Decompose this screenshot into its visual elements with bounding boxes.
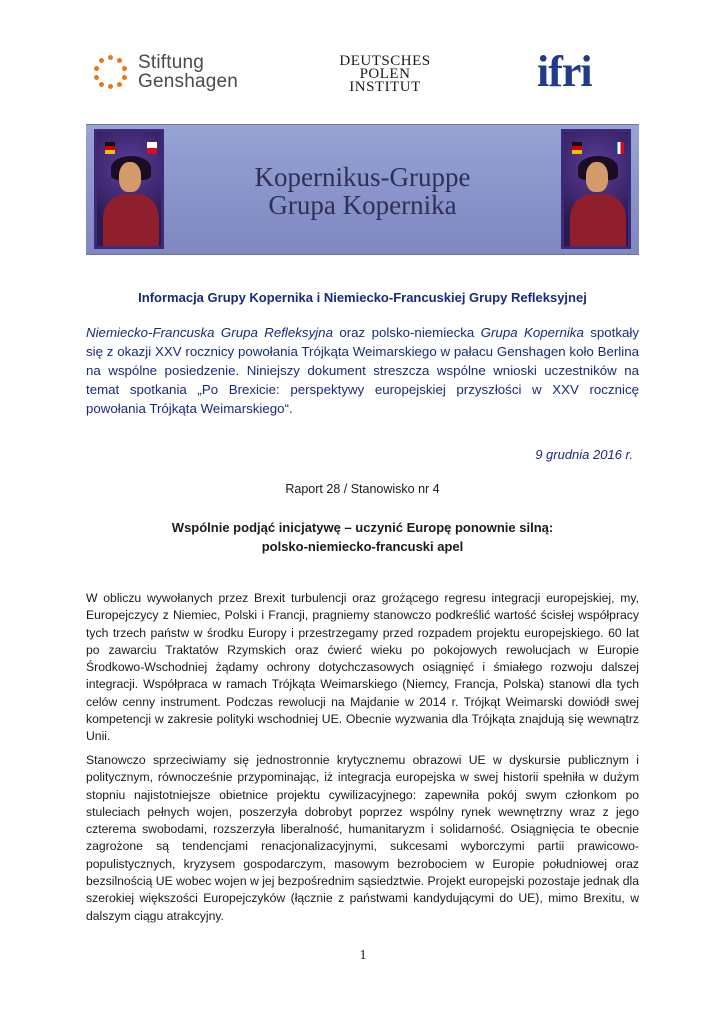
dpi-logo-line3: INSTITUT xyxy=(349,79,421,95)
copernicus-portrait-right xyxy=(561,129,631,249)
stiftung-logo-line2: Genshagen xyxy=(138,71,239,92)
stiftung-logo-line1: Stiftung xyxy=(138,52,205,73)
body-paragraph-2: Stanowczo sprzeciwiamy się jednostronnie krytycznemu obrazowi UE w dyskursie publicznym i politycznym, równocześnie przypominając, iż integracja europejska w swej historii spełniła w dużym stopniu najistotniejsze obietnice projektu cywilizacyjnego: zapewniła pokój swym członkom po stuleciach pełnych wojen, poszerzyła dobrobyt poprzez wspólny rynek wewnętrzny wraz z jego czterema swobodami, rozszerzyła liberalność, humanitaryzm i solidarność. Osiągnięcia te obecnie zagrożone są tendencjami renacjonalizacyjnymi, sukcesami wyborczymi partii prawicowo-populistycznych, kryzysem gospodarczym, masowym bezrobociem w Europie południowej oraz bezsilnością UE wobec wojen w jej bezpośrednim sąsiedztwie. Projekt europejski pozostaje jednak dla szerokiej większości Europejczyków (łącznie z państwami kandydującymi do UE), mimo Brexitu, w dalszym ciągu atrakcyjny. xyxy=(86,753,639,923)
report-label: Raport 28 / Stanowisko nr 4 xyxy=(285,482,440,496)
deutsches-polen-institut-logo xyxy=(330,55,440,94)
intro-text-2: spotkały się z okazji XXV rocznicy powołania Trójkąta Weimarskiego w pałacu Genshagen koło Berlina na wspólne posiedzenie. Niniejszy dokument streszcza wspólne wnioski uczestników na temat spotkania „Po Brexicie: perspektywy europejskiej przyszłości w XXV rocznicę powołania Trójkąta Weimarskiego“. xyxy=(86,325,639,416)
copernicus-portrait-left xyxy=(94,129,164,249)
body-paragraph-1: W obliczu wywołanych przez Brexit turbulencji oraz grożącego regresu integracji europejskiej, my, Europejczycy z Niemiec, Polski i Francji, pragniemy stanowczo podkreślić wartość ścisłej współpracy tych trzech państw w środku Europy i przestrzegamy przed rozpadem projektu europejskiego. 60 lat po zawarciu Traktatów Rzymskich oraz ćwierć wieku po pokojowych rewolucjach w Europie Środkowo-Wschodniej żądamy ochrony dotychczasowych osiągnięć i śmiałego rozwoju dalszej integracji. Współpraca w ramach Trójkąta Weimarskiego (Niemcy, Francja, Polska) stanowi dla tych celów cenny instrument. Podczas rewolucji na Majdanie w 2014 r. Trójkąt Weimarski dowiódł swej kompetencji w zakresie polityki wschodniej UE. Obecnie wyzwania dla Trójkąta znajdują się wewnątrz Unii. xyxy=(86,591,639,744)
intro-italic-1: Niemiecko-Francuska Grupa Refleksyjna xyxy=(86,325,333,340)
dpi-logo-line1: DEUTSCHES xyxy=(339,53,431,69)
kopernikus-banner xyxy=(86,124,639,255)
dpi-logo-line2: POLEN xyxy=(359,66,411,82)
banner-title-line1: Kopernikus-Gruppe xyxy=(254,162,471,192)
intro-italic-2: Grupa Kopernika xyxy=(480,325,584,340)
sun-dots-icon xyxy=(94,55,128,89)
intro-paragraph xyxy=(86,323,639,418)
title-line2: polsko-niemiecko-francuski apel xyxy=(261,539,464,554)
document-date: 9 grudnia 2016 r. xyxy=(535,447,633,462)
document-heading: Informacja Grupy Kopernika i Niemiecko-Francuskiej Grupy Refleksyjnej xyxy=(138,290,587,305)
stiftung-genshagen-logo xyxy=(94,50,254,94)
banner-title xyxy=(196,163,529,219)
document-title xyxy=(86,518,639,556)
banner-title-line2: Grupa Kopernika xyxy=(268,190,457,220)
ifri-logo: ifri xyxy=(537,47,592,96)
page-number: 1 xyxy=(359,948,367,963)
intro-text-1: oraz polsko-niemiecka xyxy=(332,325,481,340)
title-line1: Wspólnie podjąć inicjatywę – uczynić Europę ponownie silną: xyxy=(171,520,554,535)
